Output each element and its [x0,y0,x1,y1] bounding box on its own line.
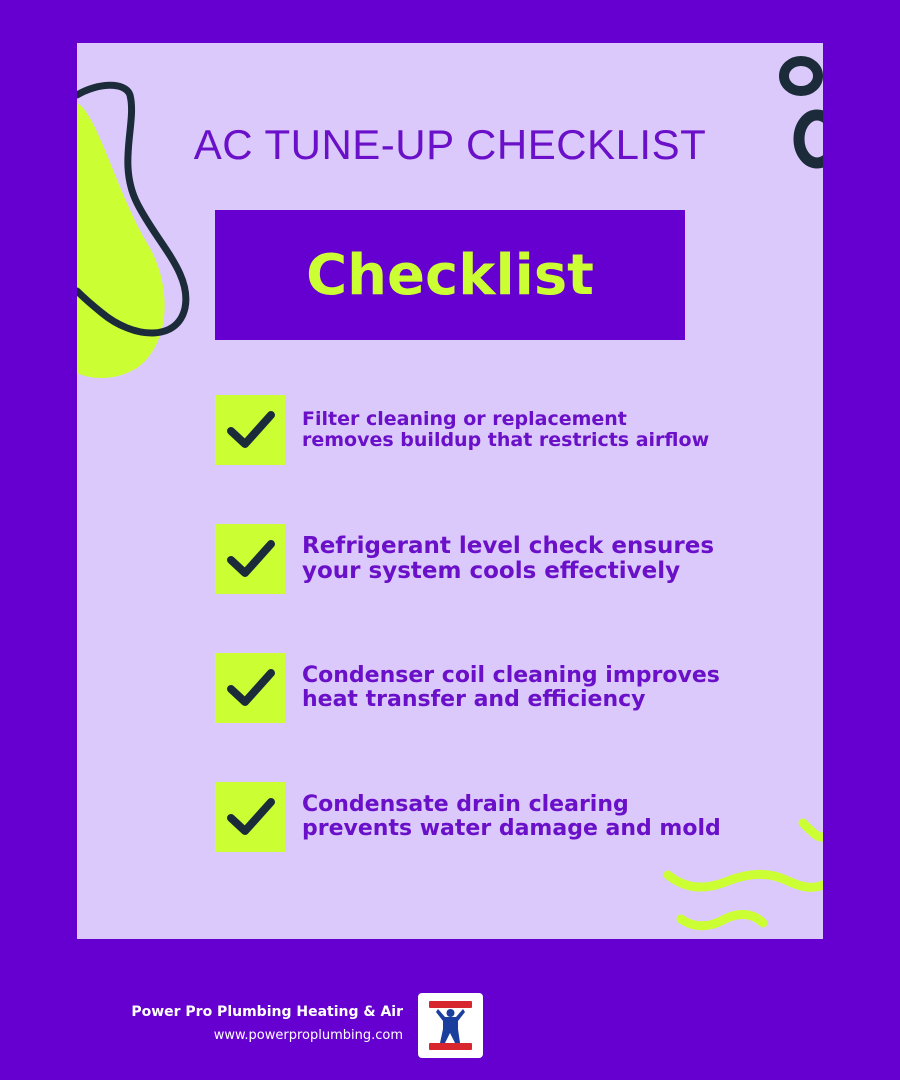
checklist-item-text [302,782,782,852]
page-title: AC TUNE-UP CHECKLIST [193,121,707,168]
checklist-card [77,43,823,939]
company-logo [418,993,483,1058]
checklist-item [215,524,775,596]
checkmark-icon [227,409,275,451]
company-name: Power Pro Plumbing Heating & Air [131,1004,403,1020]
power-pro-logo-icon [418,993,483,1058]
checklist-item-line: Condenser coil cleaning improves [302,662,720,688]
checklist-item-line: Refrigerant level check ensures [302,532,715,559]
checklist-banner [215,210,685,340]
checklist-item-line: Condensate drain clearing [302,791,629,817]
checkmark-icon [227,538,275,580]
decorative-blob-left [77,43,217,383]
checkmark-icon [227,667,275,709]
checkmark-icon [227,796,275,838]
checklist-item [215,782,775,854]
checklist-item-text [302,524,782,594]
checklist-item-line: heat transfer and efficiency [302,687,646,712]
checklist-item-line: prevents water damage and mold [302,816,721,841]
checkbox [215,395,285,465]
checklist-item-text [302,653,782,723]
checklist-item-line: removes buildup that restricts airflow [302,429,710,451]
checklist-item-line: your system cools effectively [302,558,681,584]
checklist-item-text [302,395,782,465]
banner-label: Checklist [306,242,594,308]
checkbox [215,782,285,852]
checklist-item [215,653,775,725]
checklist-item-line: Filter cleaning or replacement [302,408,627,431]
checkbox [215,524,285,594]
checklist-item [215,395,775,467]
checkbox [215,653,285,723]
company-url[interactable]: www.powerproplumbing.com [213,1028,403,1043]
